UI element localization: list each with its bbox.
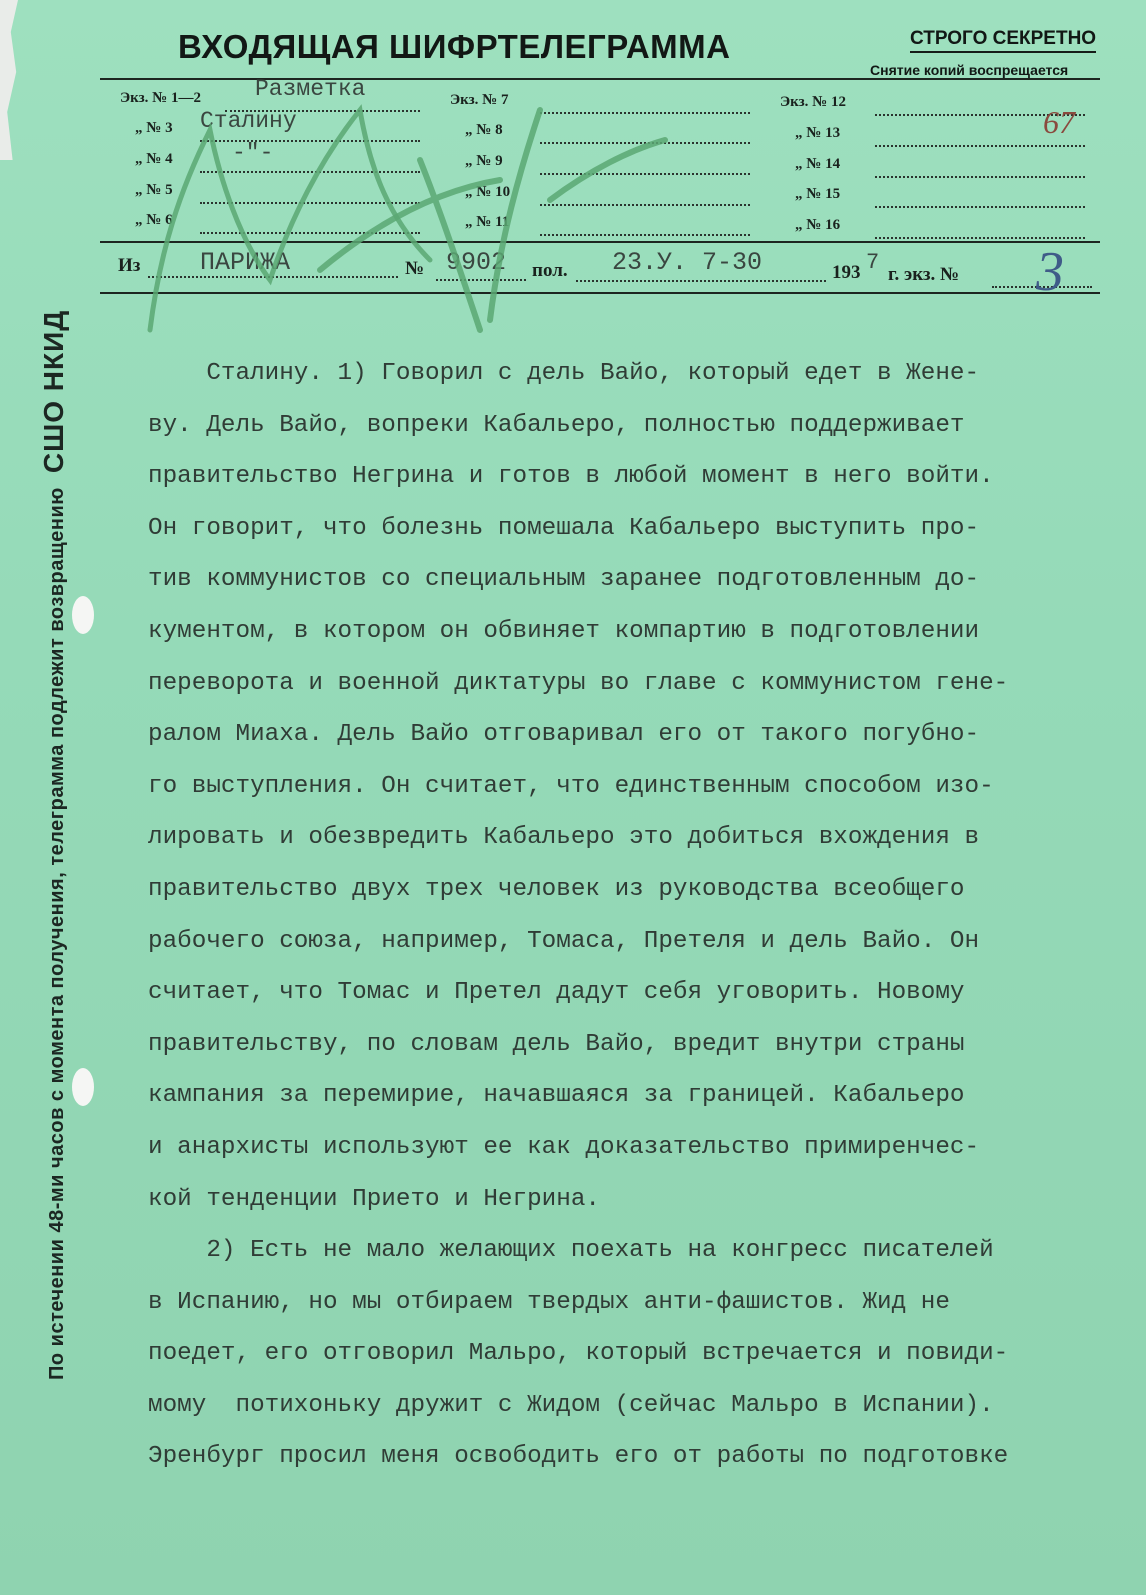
return-notice bbox=[38, 310, 70, 1380]
document-title: ВХОДЯЩАЯ ШИФРТЕЛЕГРАММА bbox=[178, 28, 731, 65]
no-copy-notice: Снятие копий воспрещается bbox=[870, 62, 1069, 78]
number-label: № bbox=[405, 258, 425, 279]
dotted-line bbox=[200, 171, 420, 173]
copy-number-label: г. экз. № bbox=[888, 264, 960, 285]
body-line: Он говорит, что болезнь помешала Кабальеро выступить про- bbox=[148, 514, 980, 542]
body-line: переворота и военной диктатуры во главе с коммунистом гене- bbox=[148, 669, 1009, 697]
dotted-line bbox=[200, 202, 420, 204]
received-label: пол. bbox=[532, 260, 568, 281]
body-line: правительство Негрина и готов в любой момент в него войти. bbox=[148, 463, 994, 491]
body-line: го выступления. Он считает, что единственным способом изо- bbox=[148, 772, 994, 800]
received-time: 23.У. 7-30 bbox=[612, 248, 763, 277]
copy-label: „ № 13 bbox=[795, 125, 841, 141]
dotted-line bbox=[875, 145, 1085, 147]
dotted-line bbox=[875, 176, 1085, 178]
copy-label: „ № 5 bbox=[135, 182, 173, 198]
typed-distribution: Сталину bbox=[200, 108, 297, 134]
body-line: ралом Миаха. Дель Вайо отговаривал его от такого погубно- bbox=[148, 721, 980, 749]
body-line: Эренбург просил меня освободить его от работы по подготовке bbox=[148, 1443, 1009, 1471]
body-line: в Испанию, но мы отбираем твердых анти-фашистов. Жид не bbox=[148, 1288, 950, 1316]
return-notice-text: По истечении 48-ми часов с момента получения, телеграмма подлежит возвращению bbox=[46, 487, 68, 1380]
dotted-line bbox=[200, 232, 420, 234]
copy-label: Экз. № 1—2 bbox=[120, 90, 201, 106]
section-rule bbox=[100, 241, 1100, 243]
copy-label: „ № 14 bbox=[795, 156, 841, 172]
dotted-line bbox=[540, 142, 750, 144]
body-line: мому потихоньку дружит с Жидом (сейчас Мальро в Испании). bbox=[148, 1391, 994, 1419]
dotted-line bbox=[540, 173, 750, 175]
torn-edge bbox=[0, 0, 18, 160]
handwritten-copy-number: 3 bbox=[1036, 241, 1064, 303]
copy-label: „ № 3 bbox=[135, 120, 173, 136]
dotted-line bbox=[875, 237, 1085, 239]
typed-distribution: -"- bbox=[232, 140, 274, 166]
body-line: рабочего союза, например, Томаса, Претеля и дель Вайо. Он bbox=[148, 927, 980, 955]
dotted-line bbox=[148, 276, 398, 278]
dotted-line bbox=[540, 204, 750, 206]
body-line: Сталину. 1) Говорил с дель Вайо, который едет в Жене- bbox=[148, 360, 980, 387]
body-line: правительству, по словам дель Вайо, вредит внутри страны bbox=[148, 1030, 965, 1058]
from-label: Из bbox=[118, 255, 141, 276]
body-line: лировать и обезвредить Кабальеро это добиться вхождения в bbox=[148, 824, 980, 852]
body-line: кампания за перемирие, начавшаяся за границей. Кабальеро bbox=[148, 1082, 965, 1110]
body-line: кументом, в котором он обвиняет компартию в подготовлении bbox=[148, 617, 980, 645]
from-city: ПАРИЖА bbox=[200, 248, 291, 277]
copy-label: Экз. № 12 bbox=[780, 94, 846, 110]
dotted-line bbox=[540, 112, 750, 114]
section-rule bbox=[100, 292, 1100, 294]
year-prefix: 193 bbox=[832, 262, 861, 283]
copy-label: „ № 10 bbox=[465, 184, 511, 200]
dotted-line bbox=[576, 280, 826, 282]
body-line: тив коммунистов со специальным заранее подготовленным до- bbox=[148, 566, 980, 594]
header-rule bbox=[100, 78, 1100, 80]
copy-label: Экз. № 7 bbox=[450, 92, 509, 108]
body-line: правительство двух трех человек из руководства всеобщего bbox=[148, 875, 965, 903]
typed-distribution: Разметка bbox=[255, 76, 366, 102]
punch-hole bbox=[72, 1068, 94, 1106]
body-line: и анархисты используют ее как доказательство примиренчес- bbox=[148, 1133, 980, 1161]
dotted-line bbox=[875, 206, 1085, 208]
body-line: 2) Есть не мало желающих поехать на конгресс писателей bbox=[148, 1237, 994, 1265]
body-line: кой тенденции Прието и Негрина. bbox=[148, 1185, 600, 1213]
copy-label: „ № 16 bbox=[795, 217, 841, 233]
copy-label: „ № 15 bbox=[795, 186, 841, 202]
body-line: ву. Дель Вайо, вопреки Кабальеро, полностью поддерживает bbox=[148, 411, 965, 439]
handwritten-red-number: 67 bbox=[1043, 104, 1075, 140]
dotted-line bbox=[540, 234, 750, 236]
department-label: СШО НКИД bbox=[38, 309, 69, 474]
body-line: поедет, его отговорил Мальро, который встречается и повиди- bbox=[148, 1340, 1009, 1368]
copy-label: „ № 4 bbox=[135, 151, 173, 167]
telegram-number: 9902 bbox=[446, 248, 507, 277]
secret-stamp: СТРОГО СЕКРЕТНО bbox=[910, 28, 1096, 53]
copy-label: „ № 6 bbox=[135, 212, 173, 228]
punch-hole bbox=[72, 596, 94, 634]
copy-label: „ № 9 bbox=[465, 153, 503, 169]
body-line: считает, что Томас и Претел дадут себя уговорить. Новому bbox=[148, 979, 965, 1007]
year-digit: 7 bbox=[866, 250, 880, 275]
copy-label: „ № 11 bbox=[465, 214, 510, 230]
dotted-line bbox=[436, 279, 526, 281]
copy-label: „ № 8 bbox=[465, 122, 503, 138]
telegram-body bbox=[148, 348, 1108, 1483]
